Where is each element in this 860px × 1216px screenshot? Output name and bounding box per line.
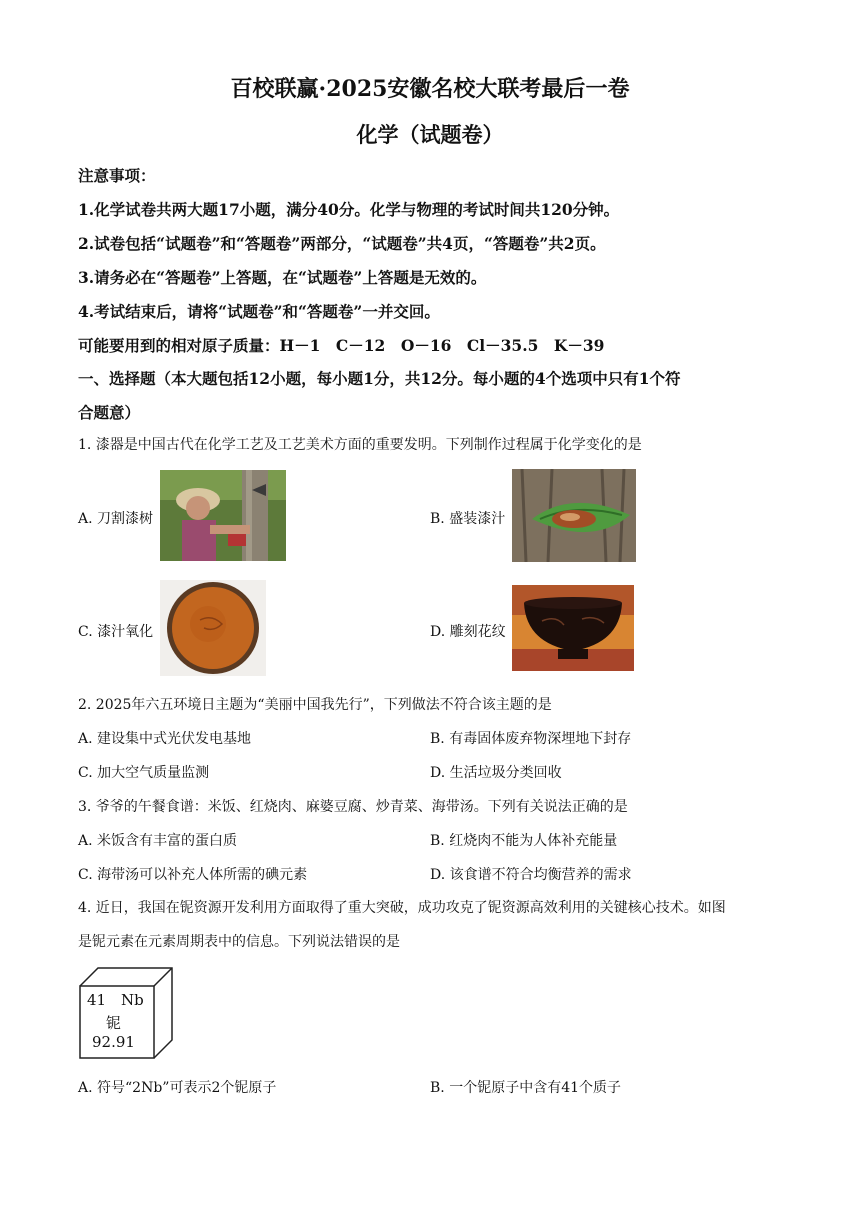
notice-item: 4.考试结束后，请将“试题卷”和“答题卷”一并交回。: [78, 302, 440, 321]
option-d: D. 该食谱不符合均衡营养的需求: [430, 867, 632, 883]
notice-heading: 注意事项：: [78, 166, 156, 185]
page-title: 百校联赢·2025安徽名校大联考最后一卷: [230, 76, 630, 102]
question-stem: 3. 爷爷的午餐食谱：米饭、红烧肉、麻婆豆腐、炒青菜、海带汤。下列有关说法正确的是: [78, 799, 628, 815]
question-stem: 2. 2025年六五环境日主题为“美丽中国我先行”，下列做法不符合该主题的是: [78, 697, 552, 713]
question-stem: 1. 漆器是中国古代在化学工艺及工艺美术方面的重要发明。下列制作过程属于化学变化的是: [78, 437, 642, 453]
option-b: B. 一个铌原子中含有41个质子: [430, 1080, 622, 1096]
option-a: A. 米饭含有丰富的蛋白质: [78, 833, 238, 849]
section-title-cont: 合题意）: [78, 403, 141, 422]
notice-item: 3.请务必在“答题卷”上答题，在“试题卷”上答题是无效的。: [78, 268, 487, 287]
option-c: C. 加大空气质量监测: [78, 765, 210, 781]
question-stem-cont: 是铌元素在元素周期表中的信息。下列说法错误的是: [78, 934, 400, 950]
option-a: A. 刀割漆树: [78, 511, 154, 527]
atomic-mass: 92.91: [92, 1033, 135, 1051]
tapping-lacquer-tree-photo: [160, 470, 286, 561]
option-d: D. 生活垃圾分类回收: [430, 765, 562, 781]
option-c: C. 漆汁氧化: [78, 624, 154, 640]
option-c: C. 海带汤可以补充人体所需的碘元素: [78, 867, 308, 883]
atomic-masses: 可能要用到的相对原子质量：H－1 C－12 O－16 Cl－35.5 K－39: [78, 336, 605, 355]
oxidized-sap-photo: [160, 580, 266, 676]
notice-item: 1.化学试卷共两大题17小题，满分40分。化学与物理的考试时间共120分钟。: [78, 200, 620, 219]
option-d: D. 雕刻花纹: [430, 624, 506, 640]
option-a: A. 符号“2Nb”可表示2个铌原子: [78, 1080, 277, 1096]
option-a: A. 建设集中式光伏发电基地: [78, 731, 252, 747]
section-title: 一、选择题（本大题包括12小题，每小题1分，共12分。每小题的4个选项中只有1个符: [78, 369, 681, 388]
option-b: B. 红烧肉不能为人体补充能量: [430, 833, 618, 849]
page-subtitle: 化学（试题卷）: [356, 122, 504, 147]
element-symbol: Nb: [121, 991, 144, 1009]
periodic-table-cell: [78, 966, 174, 1060]
question-stem: 4. 近日，我国在铌资源开发利用方面取得了重大突破，成功攻克了铌资源高效利用的关键核心技术。如图: [78, 900, 726, 916]
notice-item: 2.试卷包括“试题卷”和“答题卷”两部分，“试题卷”共4页，“答题卷”共2页。: [78, 234, 606, 253]
atomic-number: 41: [87, 991, 107, 1009]
option-b: B. 有毒固体废弃物深埋地下封存: [430, 731, 632, 747]
option-b: B. 盛装漆汁: [430, 511, 506, 527]
element-name: 铌: [106, 1014, 122, 1032]
carved-lacquer-bowl-photo: [512, 585, 634, 671]
lacquer-sap-leaf-photo: [512, 469, 636, 562]
